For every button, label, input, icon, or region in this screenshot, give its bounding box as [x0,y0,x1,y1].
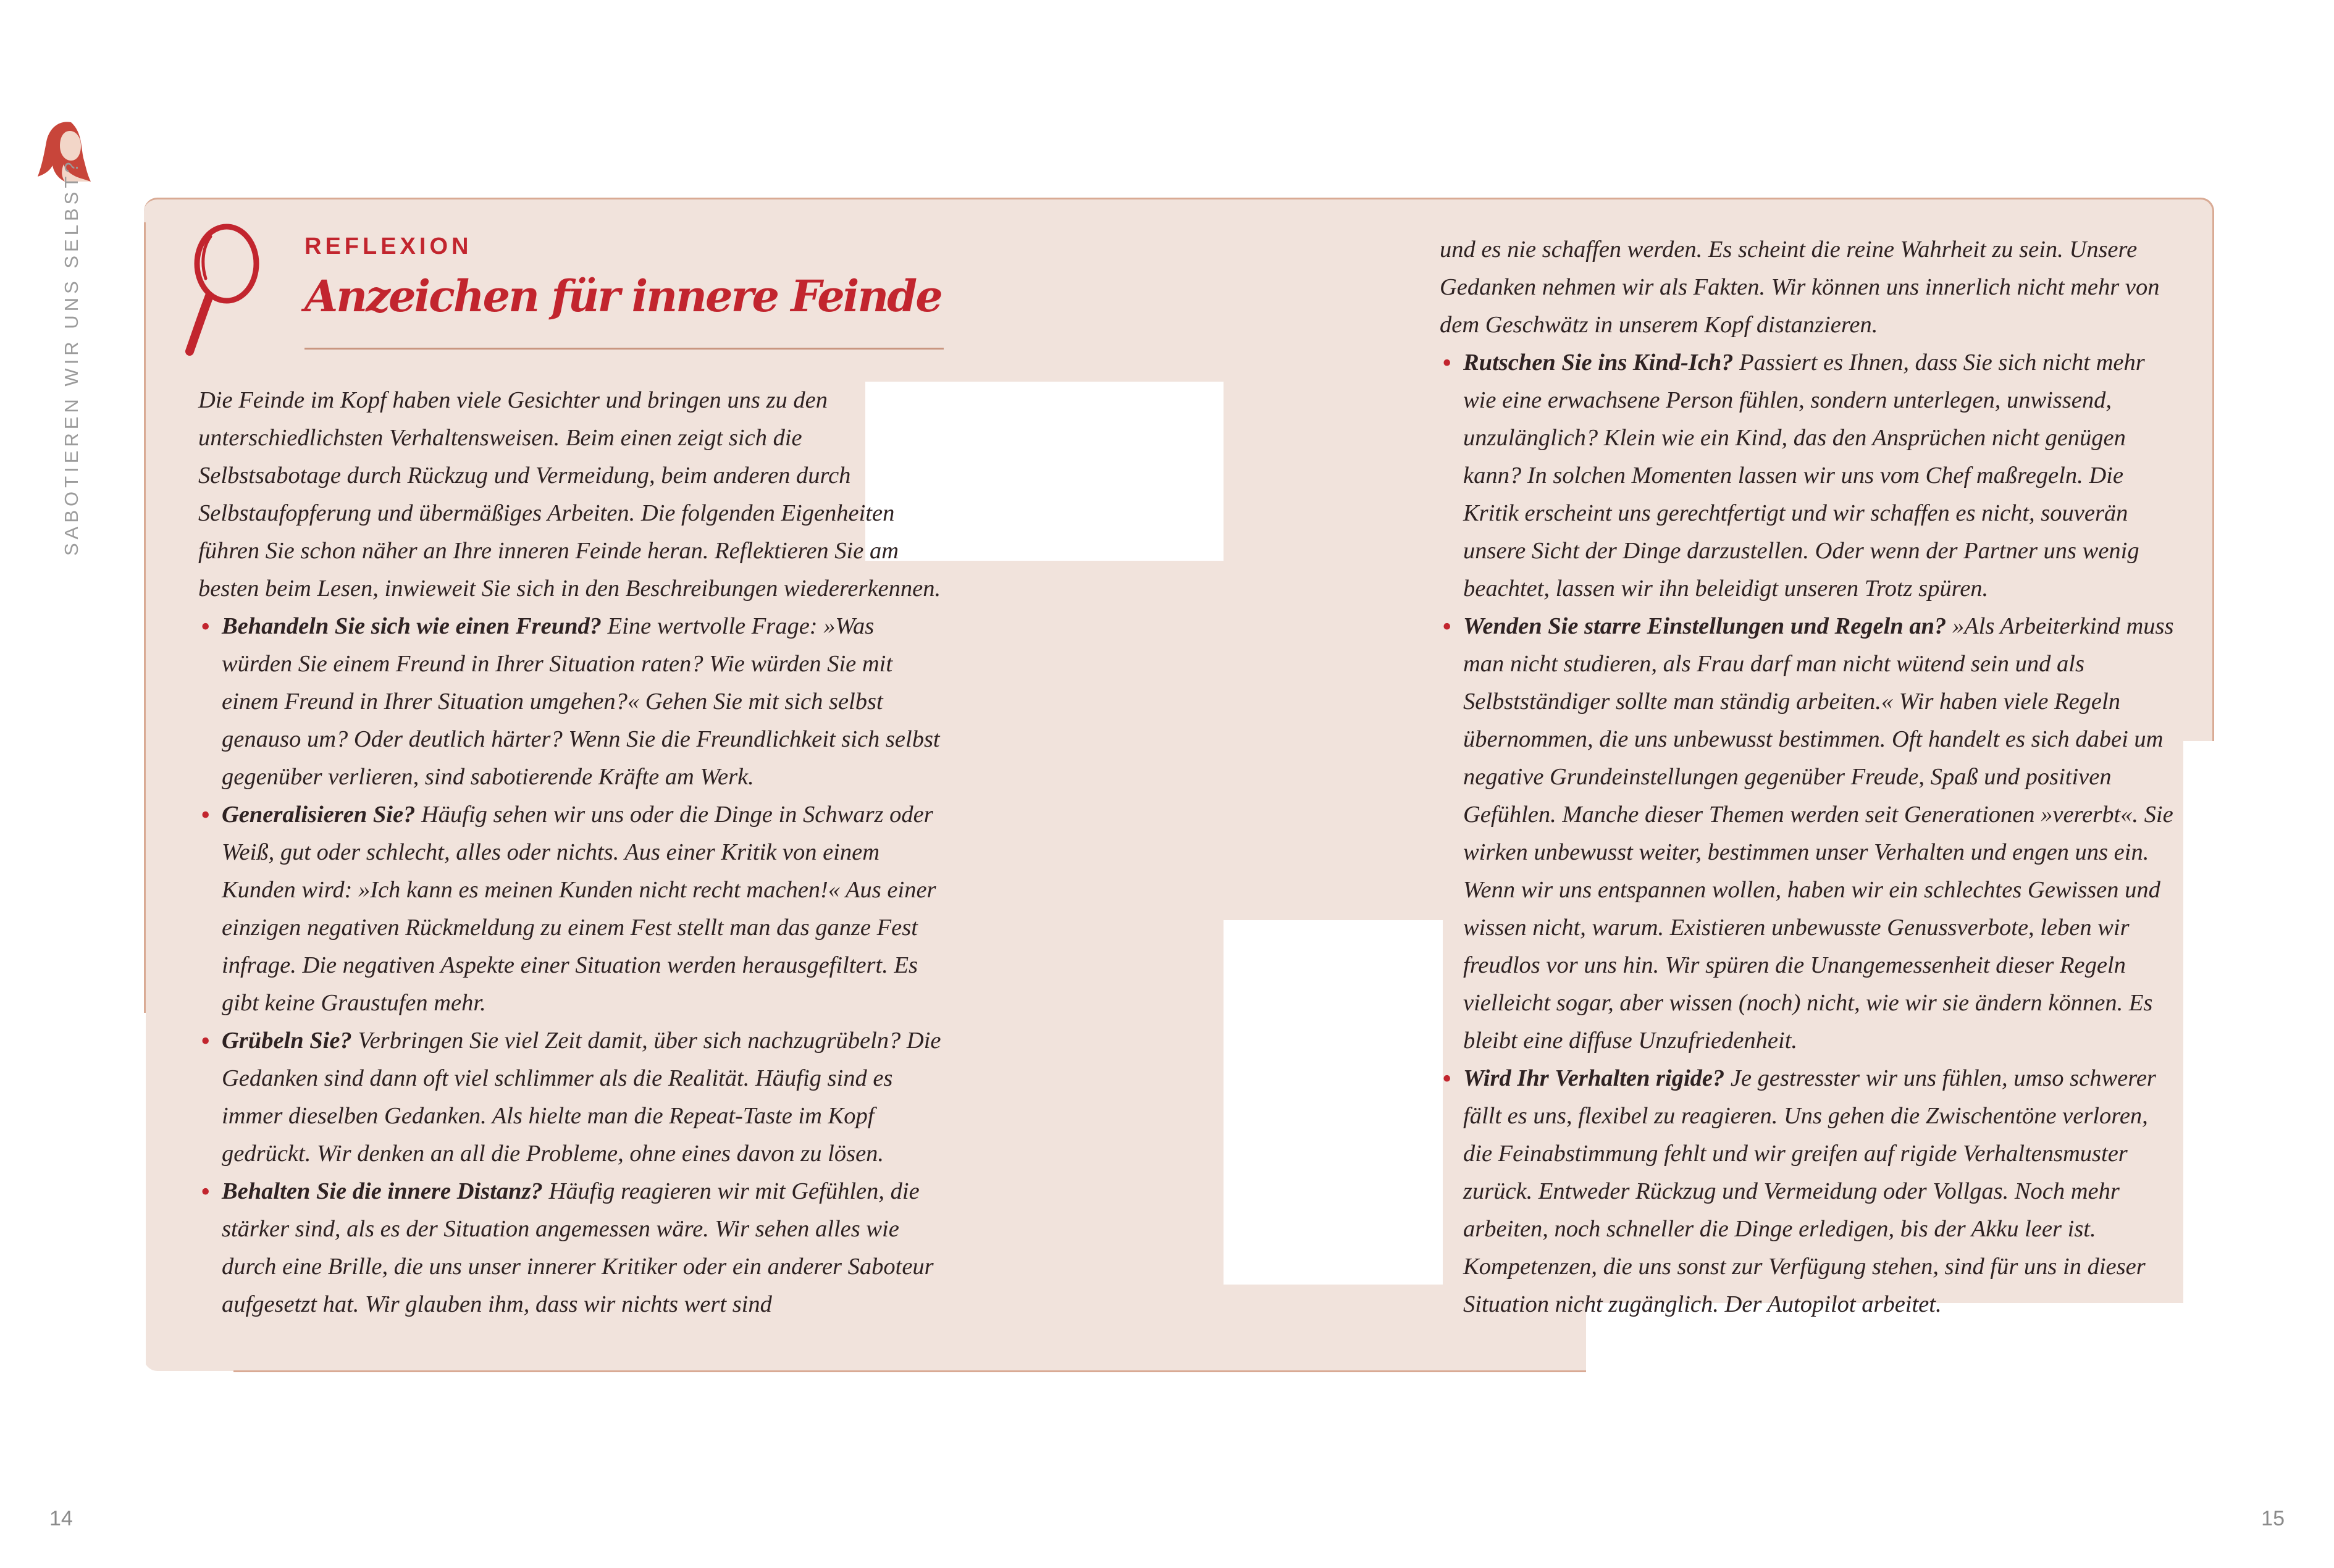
item-text: Passiert es Ihnen, dass Sie sich nicht mehr wie eine erwachsene Person fühlen, sondern unterlegen, unwissend, unzulänglich? Klein wie ein Kind, das den Ansprüchen nicht genügen kann? In solchen Momenten lassen wir uns vom Chef maßregeln. Die Kritik erscheint uns gerechtfertigt und wir schaffen es nicht, souverän unsere Sicht der Dinge darzustellen. Oder wenn der Partner uns wenig beachtet, lassen wir ihn beleidigt unseren Trotz spüren. [1463,350,2145,602]
heading-divider [304,348,944,350]
box-title: Anzeichen für innere Feinde [304,270,941,322]
list-item [1440,344,2175,608]
running-head: SABOTIEREN WIR UNS SELBST? [61,158,82,556]
item-lead: Generalisieren Sie? [222,802,416,828]
page-number-left: 14 [49,1507,73,1530]
item-lead: Wenden Sie starre Einstellungen und Regeln an? [1463,613,1947,639]
background-cutout [2183,741,2214,1372]
box-bottom-rule [233,1370,1679,1372]
list-item [198,1022,949,1173]
item-lead: Behandeln Sie sich wie einen Freund? [222,613,602,639]
item-text: Verbringen Sie viel Zeit damit, über sich nachzugrübeln? Die Gedanken sind dann oft viel schlimmer als die Realität. Häufig sind es immer dieselben Gedanken. Als hielte man die Repeat-Taste im Kopf gedrückt. Wir denken an all die Probleme, ohne eines davon zu lösen. [222,1028,941,1167]
background-cutout [1224,920,1443,1285]
box-kicker: REFLEXION [304,233,472,259]
right-column [1440,231,2175,1323]
item-lead: Wird Ihr Verhalten rigide? [1463,1065,1725,1091]
box-border-left [144,222,146,1013]
right-bullet-list [1440,344,2175,1323]
list-item [1440,608,2175,1060]
left-bullet-list [198,608,949,1323]
item-text: Häufig sehen wir uns oder die Dinge in Schwarz oder Weiß, gut oder schlecht, alles oder nichts. Aus einer Kritik von einem Kunden wird: »Ich kann es meinen Kunden nicht recht machen!« Aus einer einzigen negativen Rückmeldung zu einem Fest stellt man das ganze Fest infrage. Die negativen Aspekte einer Situation werden herausgefiltert. Es gibt keine Graustufen mehr. [222,802,936,1016]
mirror-icon [176,219,262,361]
list-item [198,608,949,796]
page-number-right: 15 [2261,1507,2285,1530]
item-lead: Rutschen Sie ins Kind-Ich? [1463,350,1734,375]
list-item [198,796,949,1022]
background-cutout [144,1013,146,1372]
item-text: Häufig reagieren wir mit Gefühlen, die stärker sind, als es der Situation angemessen wäre. Wir sehen alles wie durch eine Brille, die uns unser innerer Kritiker oder ein anderer Saboteur aufgesetzt hat. Wir glauben ihm, dass wir nichts wert sind [222,1178,934,1317]
item-lead: Behalten Sie die innere Distanz? [222,1178,543,1204]
list-item [198,1173,949,1323]
item-text: Eine wertvolle Frage: »Was würden Sie einem Freund in Ihrer Situation raten? Wie würden Sie mit einem Freund in Ihrer Situation umgehen?« Gehen Sie mit sich selbst genauso um? Oder deutlich härter? Wenn Sie die Freundlichkeit sich selbst gegenüber verlieren, sind sabotierende Kräfte am Werk. [222,613,940,790]
item-text: Je gestresster wir uns fühlen, umso schwerer fällt es uns, flexibel zu reagieren. Uns gehen die Zwischentöne verloren, die Feinabstimmung fehlt und wir greifen auf rigide Verhaltensmuster zurück. Entweder Rückzug und Vermeidung oder Vollgas. Noch mehr arbeiten, noch schneller die Dinge erledigen, bis der Akku leer ist. Kompetenzen, die uns sonst zur Verfügung stehen, sind für uns in dieser Situation nicht zugänglich. Der Autopilot arbeitet. [1463,1065,2156,1317]
item-text: »Als Arbeiterkind muss man nicht studieren, als Frau darf man nicht wütend sein und als Selbstständiger sollte man ständig arbeiten.« Wir haben viele Regeln übernommen, die uns unbewusst bestimmen. Oft handelt es sich dabei um negative Grundeinstellungen gegenüber Freude, Spaß und positiven Gefühlen. Manche dieser Themen werden seit Generationen »vererbt«. Sie wirken unbewusst weiter, bestimmen unser Verhalten und engen uns ein. Wenn wir uns entspannen wollen, haben wir ein schlechtes Gewissen und wissen nicht, warum. Existieren unbewusste Genussverbote, leben wir freudlos vor uns hin. Wir spüren die Unangemessenheit dieser Regeln vielleicht sogar, aber wissen (noch) nicht, wie wir sie ändern können. Es bleibt eine diffuse Unzufriedenheit. [1463,613,2174,1054]
continued-paragraph: und es nie schaffen werden. Es scheint die reine Wahrheit zu sein. Unsere Gedanken nehmen wir als Fakten. Wir können uns innerlich nicht mehr von dem Geschwätz in unserem Kopf distanzieren. [1440,237,2160,338]
list-item [1440,1060,2175,1323]
left-column [198,382,949,1323]
intro-paragraph: Die Feinde im Kopf haben viele Gesichter und bringen uns zu den unterschiedlichsten Verhaltensweisen. Beim einen zeigt sich die Selbstsabotage durch Rückzug und Vermeidung, beim anderen durch Selbstaufopferung und übermäßiges Arbeiten. Die folgenden Eigenheiten führen Sie schon näher an Ihre inneren Feinde heran. Reflektieren Sie am besten beim Lesen, inwieweit Sie sich in den Beschreibungen wiedererkennen. [198,387,941,602]
item-lead: Grübeln Sie? [222,1028,352,1054]
